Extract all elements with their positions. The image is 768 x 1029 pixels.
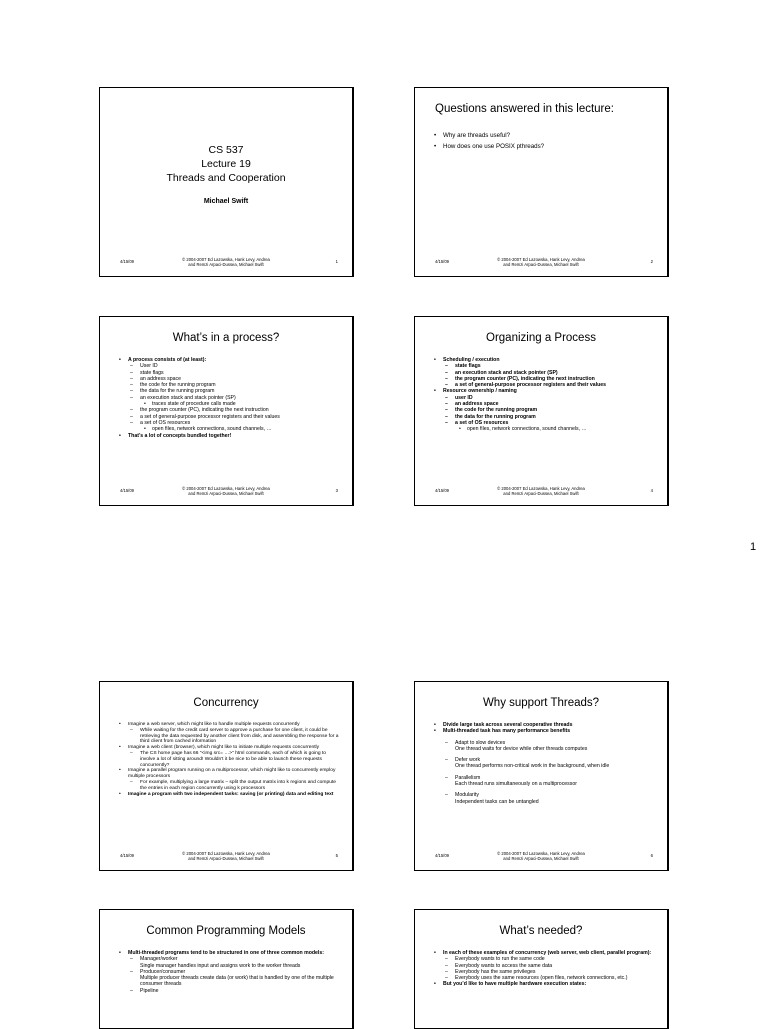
bullet-text: Producer/consumer bbox=[140, 968, 186, 975]
bullet-text: Modularity bbox=[455, 792, 479, 799]
slide-title: Common Programming Models bbox=[146, 925, 306, 937]
bullet-text: Defer work bbox=[455, 757, 481, 764]
bullet-item bbox=[118, 433, 340, 439]
bullet-text: That’s a lot of concepts bundled together! bbox=[128, 432, 232, 439]
bullet-subtext: Independent tasks can be untangled bbox=[455, 798, 539, 805]
bullet-item bbox=[433, 728, 655, 734]
bullet-text: an address space bbox=[455, 401, 499, 408]
slide-number: 2 bbox=[650, 259, 653, 264]
bullet-text: Parallelism bbox=[455, 774, 481, 781]
footer-date: 4/15/09 bbox=[120, 259, 134, 264]
slide-8 bbox=[414, 909, 669, 1029]
bullet-text: open files, network connections, sound channels, … bbox=[152, 426, 272, 433]
slide-title: Organizing a Process bbox=[486, 332, 596, 344]
slide-number: 3 bbox=[335, 488, 338, 493]
bullet-item bbox=[433, 757, 655, 770]
slide-7 bbox=[99, 909, 354, 1029]
bullet-subtext: Multiple producer threads create data (or work) that is handled by one of the multiple consumer threads bbox=[140, 975, 334, 988]
bullet-text: Adapt to slow devices bbox=[455, 739, 506, 746]
slide-footer bbox=[415, 487, 667, 495]
bullet-item bbox=[118, 768, 340, 780]
slide-footer bbox=[415, 852, 667, 860]
bullet-subtext: Each thread runs simultaneously on a multiprocessor bbox=[455, 781, 577, 788]
bullet-item bbox=[433, 130, 655, 141]
bullet-item bbox=[433, 141, 655, 152]
slide-bullets bbox=[118, 950, 340, 994]
bullet-item bbox=[433, 426, 655, 432]
bullet-text: an execution stack and stack pointer (SP) bbox=[140, 394, 236, 401]
bullet-text: state flags bbox=[140, 369, 164, 376]
footer-copyright: © 2004-2007 Ed Lazowska, Hank Levy, Andrea and Remzi Arpaci-Dussea, Michael Swift bbox=[497, 257, 585, 267]
bullet-text: the program counter (PC), indicating the next instruction bbox=[140, 407, 269, 414]
bullet-text: a set of general-purpose processor registers and their values bbox=[455, 382, 607, 389]
slide-3 bbox=[99, 316, 354, 506]
bullet-text: an execution stack and stack pointer (SP) bbox=[455, 369, 558, 376]
bullet-item bbox=[433, 792, 655, 805]
bullet-text: While waiting for the credit card server to approve a purchase for one client, it could be retrieving the data requested by another client from disk, and assembling the response for a third client from cached information bbox=[140, 727, 339, 745]
slide-bullets bbox=[433, 130, 655, 152]
slide-2 bbox=[414, 87, 669, 277]
slide-title: What’s needed? bbox=[499, 925, 583, 937]
footer-copyright: © 2004-2007 Ed Lazowska, Hank Levy, Andrea and Remzi Arpaci-Dussea, Michael Swift bbox=[182, 486, 270, 496]
slide-1 bbox=[99, 87, 354, 277]
bullet-text: A process consists of (at least): bbox=[128, 357, 207, 363]
bullet-item bbox=[118, 956, 340, 969]
bullet-text: Multi-threaded task has many performance benefits bbox=[443, 728, 571, 735]
slide-4 bbox=[414, 316, 669, 506]
bullet-text: Manager/worker bbox=[140, 956, 178, 963]
bullet-text: For example, multiplying a large matrix – split the output matrix into k regions and compute the entries in each region concurrently using k processors bbox=[140, 779, 336, 791]
bullet-item bbox=[433, 775, 655, 788]
bullet-item bbox=[433, 740, 655, 753]
slide-footer bbox=[415, 258, 667, 266]
bullet-text: Imagine a parallel program running on a multiprocessor, which might like to concurrently employ multiple processors bbox=[128, 768, 336, 780]
bullet-text: a set of general-purpose processor registers and their values bbox=[140, 413, 280, 420]
footer-date: 4/15/09 bbox=[120, 853, 134, 858]
footer-copyright: © 2004-2007 Ed Lazowska, Hank Levy, Andrea and Remzi Arpaci-Dussea, Michael Swift bbox=[182, 851, 270, 861]
bullet-text: Everybody has the same privileges bbox=[455, 968, 536, 975]
slide-title: Questions answered in this lecture: bbox=[435, 103, 614, 115]
footer-copyright: © 2004-2007 Ed Lazowska, Hank Levy, Andrea and Remzi Arpaci-Dussea, Michael Swift bbox=[182, 257, 270, 267]
bullet-item bbox=[433, 981, 655, 987]
bullet-text: How does one use POSIX pthreads? bbox=[443, 143, 545, 150]
bullet-subtext: One thread waits for device while other threads computes bbox=[455, 745, 588, 752]
bullet-text: Imagine a web client (browser), which might like to initiate multiple requests concurrently bbox=[128, 745, 320, 751]
bullet-item bbox=[118, 792, 340, 798]
bullet-text: Imagine a program with two independent tasks: saving (or printing) data and editing text bbox=[128, 791, 334, 797]
slide-bullets bbox=[433, 950, 655, 988]
author-name: Michael Swift bbox=[203, 198, 249, 205]
course-title: CS 537 bbox=[208, 144, 244, 156]
footer-date: 4/15/09 bbox=[435, 853, 449, 858]
slide-footer bbox=[100, 258, 352, 266]
slide-bullets bbox=[118, 357, 340, 439]
bullet-text: a set of OS resources bbox=[455, 419, 509, 426]
bullet-text: Everybody wants to run the same code bbox=[455, 956, 545, 963]
bullet-text: But you’d like to have multiple hardware execution states: bbox=[443, 981, 587, 988]
bullet-text: Multi-threaded programs tend to be structured in one of three common models: bbox=[128, 950, 324, 956]
bullet-item bbox=[118, 780, 340, 792]
slide-5 bbox=[99, 681, 354, 871]
bullet-text: a set of OS resources bbox=[140, 419, 191, 426]
bullet-text: Everybody uses the same resources (open files, network connections, etc.) bbox=[455, 975, 628, 982]
lecture-subject: Threads and Cooperation bbox=[166, 172, 286, 184]
slide-title: What’s in a process? bbox=[172, 332, 280, 344]
slide-number: 4 bbox=[650, 488, 653, 493]
bullet-text: Scheduling / execution bbox=[443, 357, 500, 363]
slide-title: Why support Threads? bbox=[482, 697, 600, 709]
bullet-text: In each of these examples of concurrency (web server, web client, parallel program): bbox=[443, 950, 652, 956]
slide-number: 5 bbox=[335, 853, 338, 858]
bullet-text: an address space bbox=[140, 375, 181, 382]
bullet-text: The CS home page has 66 "<img src= …>" html commands, each of which is going to involve a lot of sitting around! Wouldn't it be nice to be able to launch these requests concurrently? bbox=[140, 750, 327, 768]
footer-copyright: © 2004-2007 Ed Lazowska, Hank Levy, Andrea and Remzi Arpaci-Dussea, Michael Swift bbox=[497, 851, 585, 861]
bullet-text: traces state of procedure calls made bbox=[152, 401, 236, 408]
slide-bullets bbox=[118, 722, 340, 797]
slide-6 bbox=[414, 681, 669, 871]
bullet-item bbox=[118, 728, 340, 745]
bullet-text: Why are threads useful? bbox=[443, 132, 511, 139]
bullet-item bbox=[118, 988, 340, 994]
bullet-subtext: One thread performs non-critical work in the background, when idle bbox=[455, 763, 610, 770]
slide-number: 6 bbox=[650, 853, 653, 858]
bullet-subtext: Single manager handles input and assigns work to the worker threads bbox=[140, 962, 301, 969]
footer-date: 4/15/09 bbox=[435, 259, 449, 264]
footer-date: 4/15/09 bbox=[435, 488, 449, 493]
bullet-text: the program counter (PC), indicating the next instruction bbox=[455, 375, 595, 382]
bullet-item bbox=[118, 751, 340, 768]
bullet-text: Imagine a web server, which might like to handle multiple requests concurrently bbox=[128, 722, 300, 727]
bullet-text: state flags bbox=[455, 363, 481, 370]
bullet-item bbox=[118, 969, 340, 988]
bullet-text: open files, network connections, sound channels, … bbox=[467, 426, 587, 433]
bullet-text: the code for the running program bbox=[455, 407, 538, 414]
footer-copyright: © 2004-2007 Ed Lazowska, Hank Levy, Andrea and Remzi Arpaci-Dussea, Michael Swift bbox=[497, 486, 585, 496]
lecture-number: Lecture 19 bbox=[201, 158, 251, 170]
bullet-text: Resource ownership / naming bbox=[443, 388, 517, 395]
slide-bullets bbox=[433, 357, 655, 433]
bullet-text: the code for the running program bbox=[140, 382, 216, 389]
footer-date: 4/15/09 bbox=[120, 488, 134, 493]
bullet-text: the data for the running program bbox=[140, 388, 215, 395]
bullet-text: the data for the running program bbox=[455, 413, 536, 420]
slide-footer bbox=[100, 852, 352, 860]
bullet-text: user ID bbox=[455, 394, 473, 401]
bullet-text: Pipeline bbox=[140, 987, 159, 994]
bullet-text: Divide large task across several cooperative threads bbox=[443, 722, 573, 728]
bullet-text: Everybody wants to access the same data bbox=[455, 962, 553, 969]
slide-bullets bbox=[433, 722, 655, 805]
slide-number: 1 bbox=[335, 259, 338, 264]
slide-footer bbox=[100, 487, 352, 495]
bullet-text: User ID bbox=[140, 363, 158, 370]
slide-title: Concurrency bbox=[193, 697, 259, 709]
page-number: 1 bbox=[750, 541, 757, 553]
